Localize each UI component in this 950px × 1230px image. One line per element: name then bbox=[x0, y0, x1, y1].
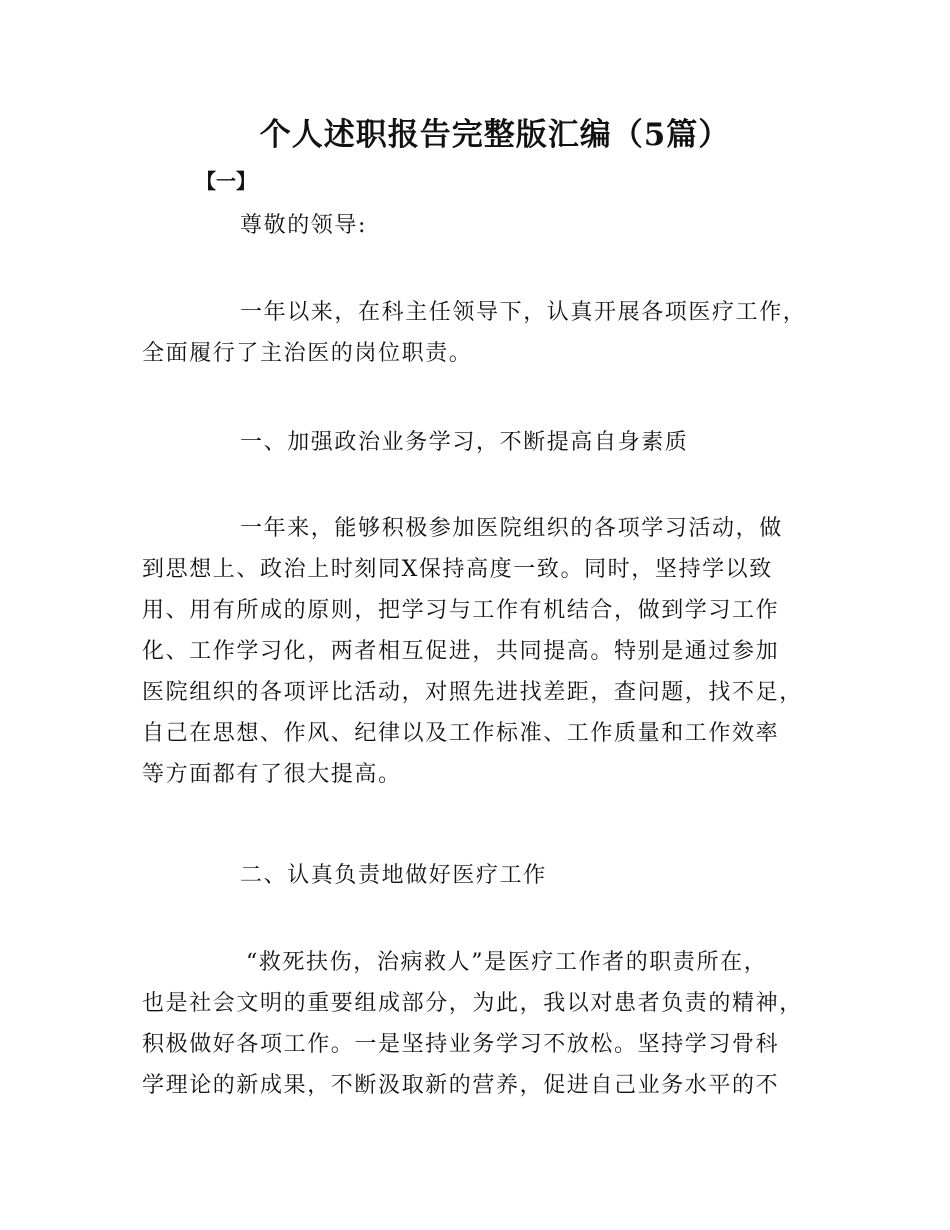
paragraph-line: “救死扶伤，治病救人”是医疗工作者的职责所在， bbox=[246, 950, 768, 975]
section-heading bbox=[142, 855, 832, 896]
section-label: 【一】 bbox=[196, 169, 256, 193]
paragraph-line: 等方面都有了很大提高。 bbox=[142, 762, 402, 787]
document-title: 个人述职报告完整版汇编（5篇） bbox=[259, 117, 731, 153]
paragraph-line: 用、用有所成的原则，把学习与工作有机结合，做到学习工作 bbox=[142, 598, 780, 623]
heading-line: 一、加强政治业务学习，不断提高自身素质 bbox=[240, 430, 689, 455]
paragraph-line: 化、工作学习化，两者相互促进，共同提高。特别是通过参加 bbox=[142, 639, 780, 664]
heading-line: 二、认真负责地做好医疗工作 bbox=[240, 863, 547, 888]
salutation: 尊敬的领导: bbox=[240, 213, 368, 238]
paragraph-line: 积极做好各项工作。一是坚持业务学习不放松。坚持学习骨科 bbox=[142, 1032, 780, 1057]
paragraph-line: 一年来，能够积极参加医院组织的各项学习活动，做 bbox=[240, 516, 783, 541]
paragraph-line: 学理论的新成果，不断汲取新的营养，促进自己业务水平的不 bbox=[142, 1073, 780, 1098]
paragraph-line: 医院组织的各项评比活动，对照先进找差距，查问题，找不足， bbox=[142, 680, 803, 705]
paragraph bbox=[142, 942, 832, 1106]
paragraph bbox=[142, 292, 832, 374]
paragraph-line: 一年以来，在科主任领导下，认真开展各项医疗工作， bbox=[240, 300, 807, 325]
paragraph-line: 自己在思想、作风、纪律以及工作标准、工作质量和工作效率 bbox=[142, 721, 780, 746]
paragraph bbox=[142, 508, 832, 795]
paragraph-line: 全面履行了主治医的岗位职责。 bbox=[142, 341, 473, 366]
paragraph-line: 到思想上、政治上时刻同X保持高度一致。同时，坚持学以致 bbox=[142, 557, 773, 582]
section-heading bbox=[142, 422, 832, 463]
paragraph-line: 也是社会文明的重要组成部分，为此，我以对患者负责的精神， bbox=[142, 991, 803, 1016]
